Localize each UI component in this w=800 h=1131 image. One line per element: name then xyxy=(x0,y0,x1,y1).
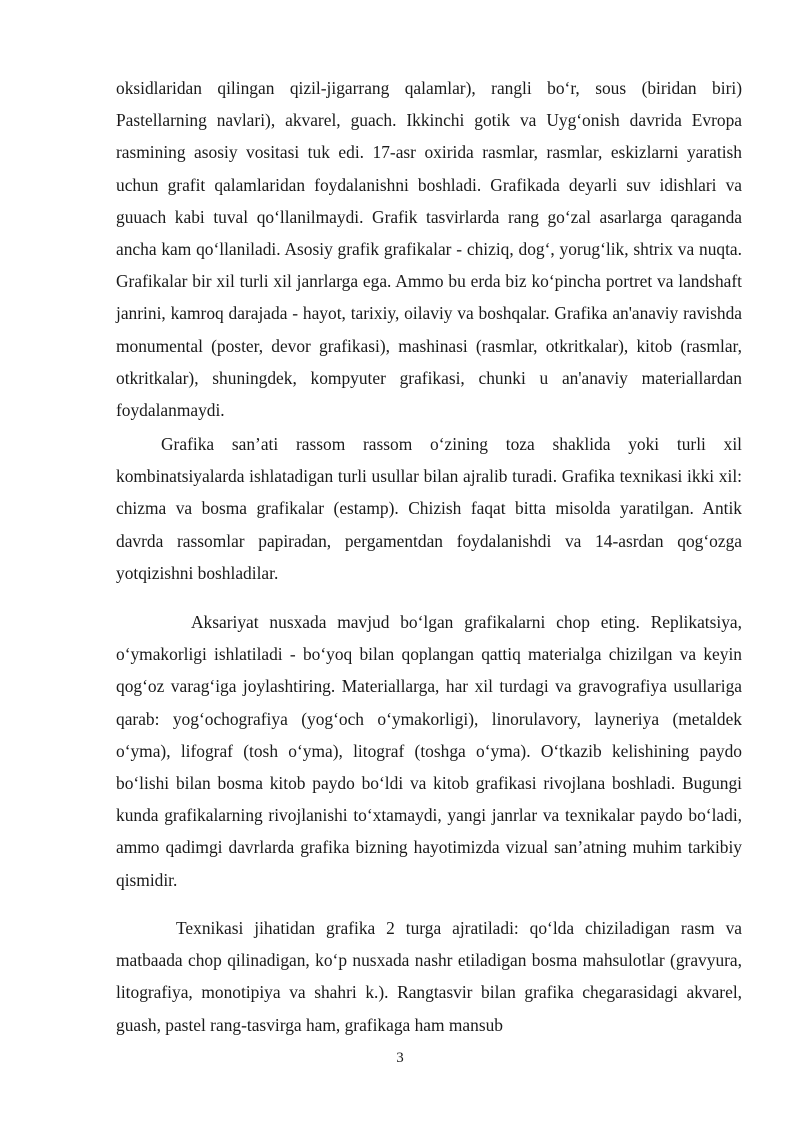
paragraph-bosma-grafika xyxy=(116,606,742,896)
paragraph-text: oksidlaridan qilingan qizil-jigarrang qalamlar), rangli bo‘r, sous (biridan biri) Pastellarning navlari), akvarel, guach. Ikkinchi gotik va Uyg‘onish davrida Evropa rasmining asosiy vositasi tuk edi. 17-asr oxirida rasmlar, rasmlar, eskizlarni yaratish uchun grafit qalamlaridan foydalanishni boshladi. Grafikada deyarli suv idishlari va guuach kabi tuval qo‘llanilmaydi. Grafik tasvirlarda rang go‘zal asarlarga qaraganda ancha kam qo‘llaniladi. Asosiy grafik grafikalar - chiziq, dog‘, yorug‘lik, shtrix va nuqta. Grafikalar bir xil turli xil janrlarga ega. Ammo bu erda biz ko‘pincha portret va landshaft janrini, kamroq darajada - hayot, tarixiy, oilaviy va boshqalar. Grafika an'anaviy ravishda monumental (poster, devor grafikasi), mashinasi (rasmlar, otkritkalar), kitob (rasmlar, otkritkalar), shuningdek, kompyuter grafikasi, chunki u an'anaviy materiallardan foydalanmaydi. xyxy=(116,78,742,421)
paragraph-text: Texnikasi jihatidan grafika 2 turga ajratiladi: qo‘lda chiziladigan rasm va matbaada chop qilinadigan, ko‘p nusxada nashr etiladigan bosma mahsulotlar (gravyura, litografiya, monotipiya va shahri k.). Rangtasvir bilan grafika chegarasidagi akvarel, guash, pastel rang-tasvirga ham, grafikaga ham mansub xyxy=(116,918,742,1035)
page-number: 3 xyxy=(396,1050,404,1066)
paragraph-texnikasi xyxy=(116,912,742,1041)
paragraph-continuation xyxy=(116,72,742,426)
paragraph-text: Grafika san’ati rassom rassom o‘zining toza shaklida yoki turli xil kombinatsiyalarda ishlatadigan turli usullar bilan ajralib turadi. Grafika texnikasi ikki xil: chizma va bosma grafikalar (estamp). Chizish faqat bitta misolda yaratilgan. Antik davrda rassomlar papiradan, pergamentdan foydalanishdi va 14-asrdan qog‘ozga yotqizishni boshladilar. xyxy=(116,434,742,583)
paragraph-grafika-sanati xyxy=(116,428,742,589)
paragraph-text: Aksariyat nusxada mavjud bo‘lgan grafikalarni chop eting. Replikatsiya, o‘ymakorligi ishlatiladi - bo‘yoq bilan qoplangan qattiq materialga chizilgan va keyin qog‘oz varag‘iga joylashtiring. Materiallarga, har xil turdagi va gravografiya usullariga qarab: yog‘ochografiya (yog‘och o‘ymakorligi), linorulavory, layneriya (metaldek o‘yma), lifograf (tosh o‘yma), litograf (toshga o‘yma). O‘tkazib kelishining paydo bo‘lishi bilan bosma kitob paydo bo‘ldi va kitob grafikasi rivojlana boshladi. Bugungi kunda grafikalarning rivojlanishi to‘xtamaydi, yangi janrlar va texnikalar paydo bo‘ladi, ammo qadimgi davrlarda grafika bizning hayotimizda vizual san’atning muhim tarkibiy qismidir. xyxy=(116,612,742,890)
